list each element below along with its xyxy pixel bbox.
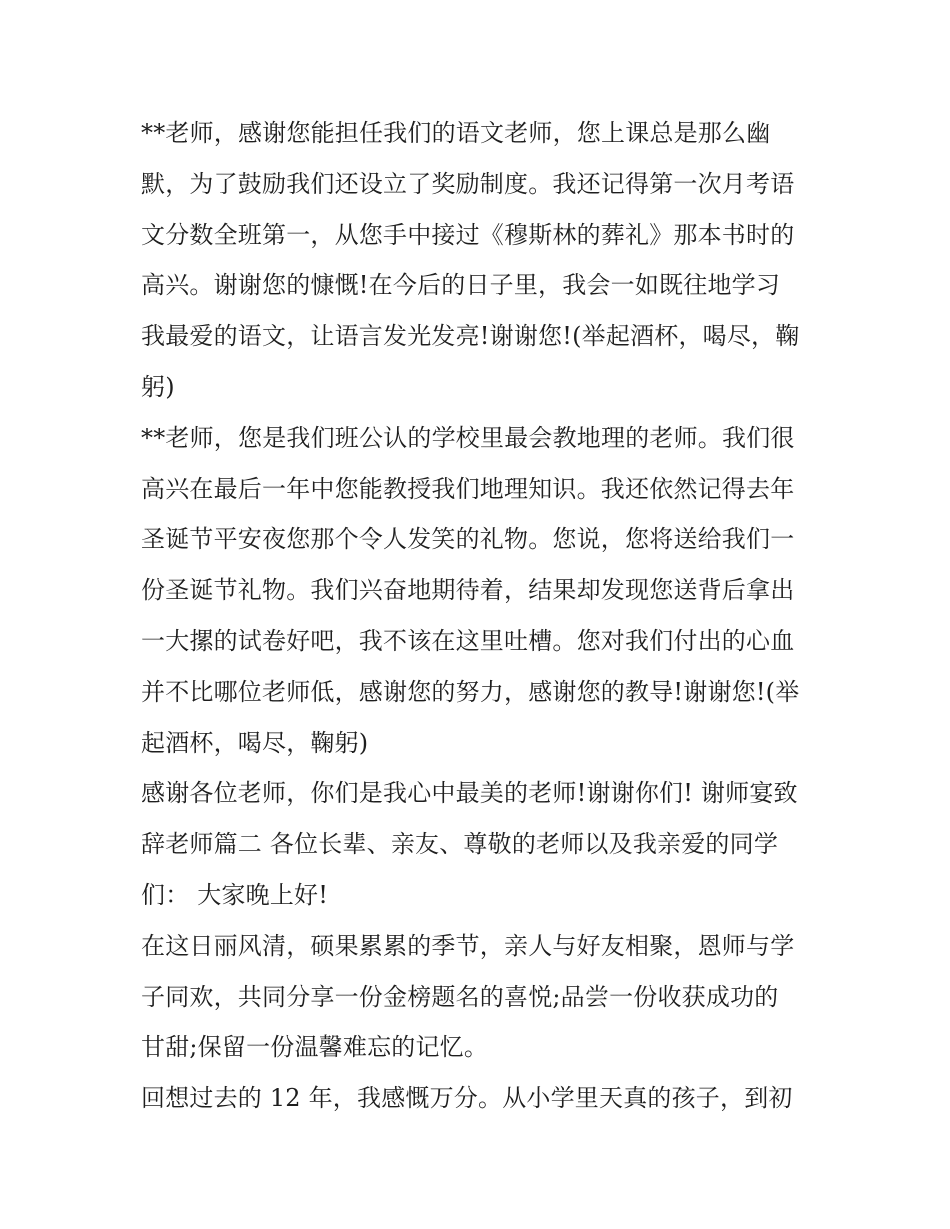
text-line: 文分数全班第一，从您手中接过《穆斯林的葬礼》那本书时的 [141,220,795,249]
text-line: 感谢各位老师，你们是我心中最美的老师!谢谢你们! 谢师宴致 [141,779,798,808]
text-line: **老师，感谢您能担任我们的语文老师，您上课总是那么幽 [141,119,771,147]
text-line: **老师，您是我们班公认的学校里最会教地理的老师。我们很 [141,423,795,452]
text-line: 我最爱的语文，让语言发光发亮!谢谢您!(举起酒杯，喝尽，鞠 [141,322,800,351]
text-line: 高兴。谢谢您的慷慨!在今后的日子里，我会一如既往地学习 [141,271,781,300]
text-line: 躬) [141,372,175,401]
text-line: 辞老师篇二 各位长辈、亲友、尊敬的老师以及我亲爱的同学 [141,830,779,859]
text-line: 并不比哪位老师低，感谢您的努力，感谢您的教导!谢谢您!(举 [141,677,800,706]
text-line: 在这日丽风清，硕果累累的季节，亲人与好友相聚，恩师与学 [141,931,795,960]
text-line: 回想过去的 12 年，我感慨万分。从小学里天真的孩子，到初 [141,1084,793,1113]
text-line: 高兴在最后一年中您能教授我们地理知识。我还依然记得去年 [141,474,795,503]
document-body [141,108,821,1124]
text-line: 圣诞节平安夜您那个令人发笑的礼物。您说，您将送给我们一 [141,525,795,554]
text-line: 默，为了鼓励我们还设立了奖励制度。我还记得第一次月考语 [141,169,795,198]
text-line: 起酒杯，喝尽，鞠躬) [141,728,369,757]
text-line: 一大摞的试卷好吧，我不该在这里吐槽。您对我们付出的心血 [141,626,795,655]
text-line: 们： 大家晚上好! [141,880,329,909]
text-line: 甘甜;保留一份温馨难忘的记忆。 [141,1033,489,1062]
text-line: 子同欢，共同分享一份金榜题名的喜悦;品尝一份收获成功的 [141,982,779,1011]
text-line: 份圣诞节礼物。我们兴奋地期待着，结果却发现您送背后拿出 [141,576,795,605]
